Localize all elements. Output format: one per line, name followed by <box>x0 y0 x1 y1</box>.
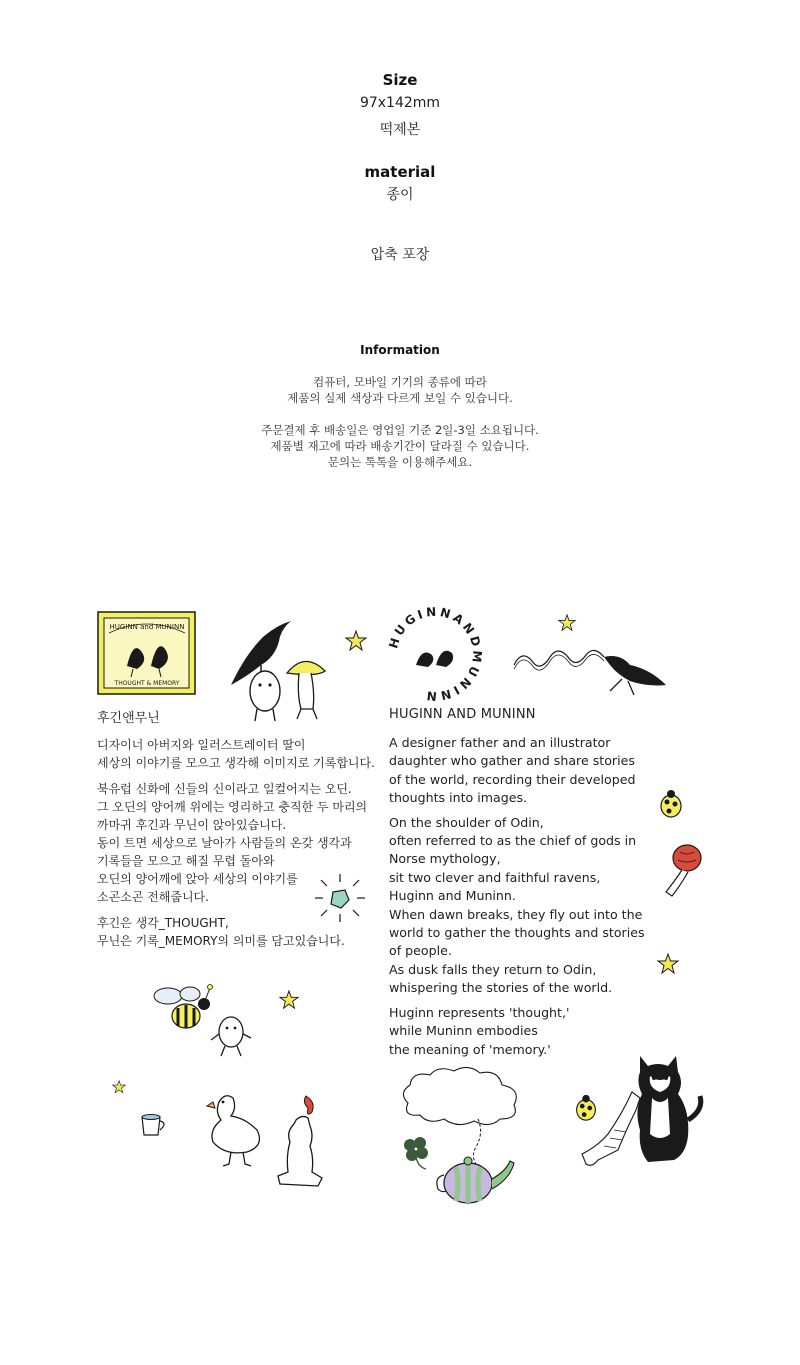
raven-egg-mushroom-image <box>225 615 335 725</box>
story-en-body <box>389 734 645 1059</box>
badge-bottom-text: THOUGHT & MEMORY <box>114 680 180 687</box>
story-en-title: HUGINN AND MUNINN <box>389 707 536 722</box>
egg-character-icon <box>205 1012 255 1060</box>
clover <box>404 1137 428 1169</box>
star-icon <box>345 630 367 652</box>
story-en-line: When dawn breaks, they fly out into the <box>389 906 643 922</box>
candle-icon <box>272 1092 332 1192</box>
story-ko-line: 디자이너 아버지와 일러스트레이터 딸이 <box>97 738 306 752</box>
size-value: 97x142mm <box>359 95 441 111</box>
ladybug-icon <box>655 788 687 820</box>
story-ko-line: 북유럽 신화에 신들의 신이라고 일컬어지는 오딘. <box>97 782 352 796</box>
material-value: 종이 <box>386 187 414 203</box>
story-ko-line: 까마귀 후긴과 무닌이 앉아있습니다. <box>97 818 287 832</box>
story-ko-title: 후긴앤무닌 <box>97 711 160 726</box>
huginn-muninn-round-logo <box>386 604 485 704</box>
story-en-line: A designer father and an illustrator <box>389 735 611 750</box>
story-en-line: thoughts into images. <box>389 790 528 806</box>
packaging-value: 압축 포장 <box>370 247 430 263</box>
round-logo-text: HUGINNANDMUNINN <box>386 604 485 704</box>
story-en-line: sit two clever and faithful ravens, <box>389 869 601 885</box>
binding-value: 떡제본 <box>379 122 421 138</box>
info-line: 컴퓨터, 모바일 기기의 종류에 따라 <box>313 375 487 389</box>
sparkling-gem-icon <box>313 872 367 924</box>
star-icon <box>279 990 299 1010</box>
story-en-line: often referred to as the chief of gods in <box>389 833 637 849</box>
star-icon <box>657 953 679 975</box>
svg-text:HUGINNANDMUNINN <box>386 605 484 704</box>
story-en-line: whispering the stories of the world. <box>389 980 613 996</box>
info-line: 제품의 실제 색상과 다르게 보일 수 있습니다. <box>287 391 513 405</box>
star-icon <box>558 614 576 632</box>
story-ko-line: 동이 트면 세상으로 날아가 사람들의 온갖 생각과 <box>97 836 352 850</box>
story-en-line: daughter who gather and share stories <box>389 753 635 769</box>
story-en-line: of the world, recording their developed <box>389 771 636 787</box>
story-ko-line: 후긴은 생각_THOUGHT, <box>97 916 229 930</box>
cup-icon <box>138 1113 170 1141</box>
size-label: Size <box>382 71 418 89</box>
story-en-line: while Muninn embodies <box>389 1023 538 1039</box>
story-en-line: On the shoulder of Odin, <box>389 814 544 830</box>
story-en-line: the meaning of 'memory.' <box>389 1041 551 1057</box>
story-en-line: Huginn and Muninn. <box>389 888 516 904</box>
story-en-line: As dusk falls they return to Odin, <box>389 961 597 977</box>
huginn-muninn-badge-image <box>97 611 197 695</box>
story-ko-line: 무닌은 기록_MEMORY의 의미를 담고있습니다. <box>97 934 345 948</box>
story-en-line: Huginn represents 'thought,' <box>389 1004 570 1020</box>
info-line: 주문결제 후 배송일은 영업일 기준 2일-3일 소요됩니다. <box>261 423 539 437</box>
story-ko-line: 오딘의 양어깨에 앉아 세상의 이야기를 <box>97 872 298 886</box>
story-en-line: Norse mythology, <box>389 851 501 867</box>
cat-with-scroll-image <box>578 1050 706 1180</box>
story-ko-line: 그 오딘의 양어깨 위에는 영리하고 충직한 두 마리의 <box>97 800 368 814</box>
material-label: material <box>364 163 436 181</box>
bird-with-ribbon-image <box>510 635 670 705</box>
story-ko-line: 소곤소곤 전해줍니다. <box>97 890 209 904</box>
info-line: 제품별 재고에 따라 배송기간이 달라질 수 있습니다. <box>270 439 530 453</box>
story-ko-line: 기록들을 모으고 해질 무렵 돌아와 <box>97 854 275 868</box>
badge-top-text: HUGINN and MUNINN <box>109 623 185 631</box>
info-line: 문의는 톡톡을 이용해주세요. <box>327 455 473 469</box>
information-title: Information <box>360 343 440 357</box>
story-en-line: world to gather the thoughts and stories <box>389 925 645 941</box>
red-mushroom-icon <box>662 842 704 898</box>
star-icon <box>112 1080 126 1094</box>
teapot-cloud-image <box>398 1063 528 1207</box>
story-en-line: of people. <box>389 943 452 959</box>
story-ko-line: 세상의 이야기를 모으고 생각해 이미지로 기록합니다. <box>97 756 375 770</box>
duck-icon <box>205 1090 269 1168</box>
